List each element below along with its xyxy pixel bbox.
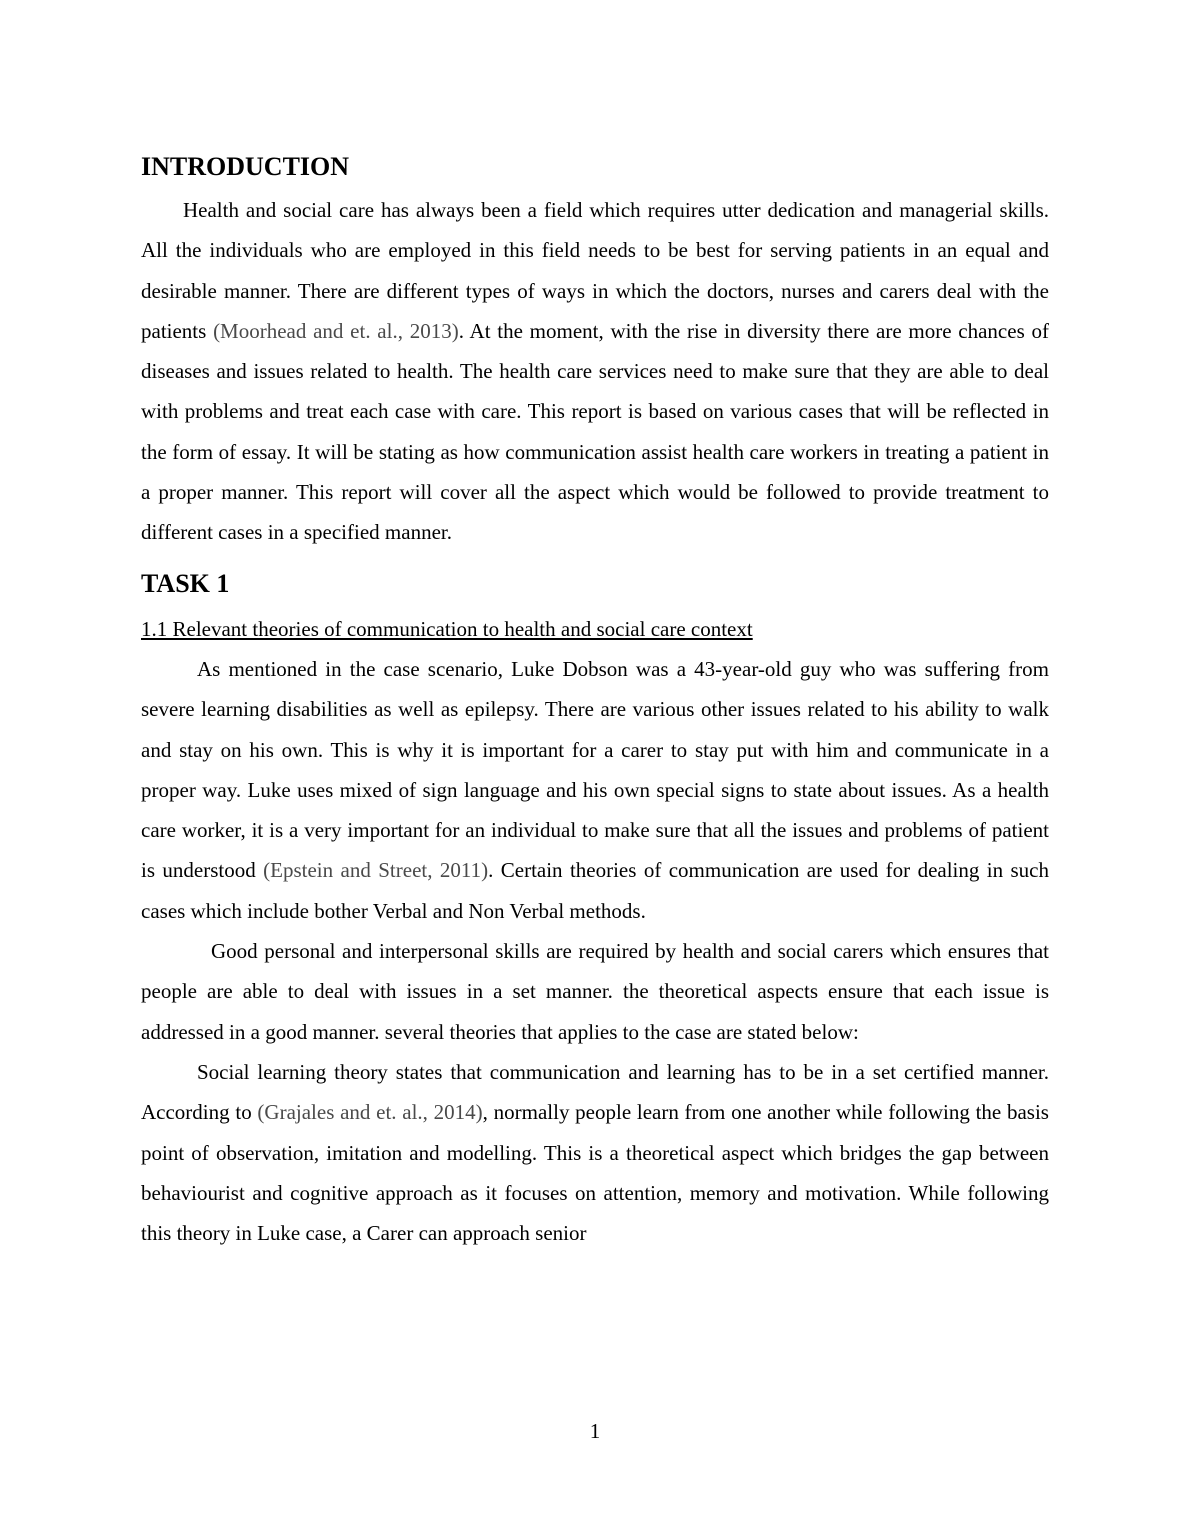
citation: (Grajales and et. al., 2014) — [257, 1100, 483, 1125]
text-run: . Certain theories of communication are used for dealing in such cases which include bother Verbal and Non Verbal methods. — [141, 858, 1050, 923]
introduction-paragraph — [141, 190, 1049, 553]
text-run: . At the moment, with the rise in diversity there are more chances of diseases and issues related to health. The health care services need to make sure that they are able to deal with problems and treat each case with care. This report is based on various cases that will be reflected in the form of essay. It will be stating as how communication assist health care workers in treating a patient in a proper manner. This report will cover all the aspect which would be followed to provide treatment to different cases in a specified manner. — [141, 318, 1049, 545]
body-paragraph: Good personal and interpersonal skills are required by health and social carers which ensures that people are able to deal with issues in a set manner. the theoretical aspects ensure that each issue is addressed in a good manner. several theories that applies to the case are stated below: — [141, 939, 1049, 1044]
introduction-heading: INTRODUCTION — [141, 152, 350, 181]
task-heading: TASK 1 — [141, 568, 230, 598]
body-paragraph — [141, 1052, 1049, 1253]
page-number: 1 — [589, 1419, 601, 1443]
text-run: , normally people learn from one another while following the basis point of observation, imitation and modelling. This is a theoretical aspect which bridges the gap between behaviourist and cognitive approach as it focuses on attention, memory and motivation. While following this theory in Luke case, a Carer can approach senior — [141, 1100, 1049, 1246]
text-run: Social learning theory states that communication and learning has to be in a set certified manner. According to — [141, 1059, 1049, 1125]
citation: (Epstein and Street, 2011) — [263, 858, 489, 883]
citation: (Moorhead and et. al., 2013) — [213, 318, 459, 343]
text-run: As mentioned in the case scenario, Luke Dobson was a 43-year-old guy who was suffering from severe learning disabilities as well as epilepsy. There are various other issues related to his ability to walk and stay on his own. This is why it is important for a carer to stay put with him and communicate in a proper way. Luke uses mixed of sign language and his own special signs to state about issues. As a health care worker, it is a very important for an individual to make sure that all the issues and problems of patient is understood — [141, 656, 1049, 883]
page-body — [141, 150, 1049, 1253]
text-run: Health and social care has always been a field which requires utter dedication and managerial skills. All the individuals who are employed in this field needs to be best for serving patients in an equal and desirable manner. There are different types of ways in which the doctors, nurses and carers deal with the patients — [141, 198, 1049, 343]
section-subheading: 1.1 Relevant theories of communication to health and social care context — [141, 616, 753, 641]
body-paragraph — [141, 649, 1049, 931]
